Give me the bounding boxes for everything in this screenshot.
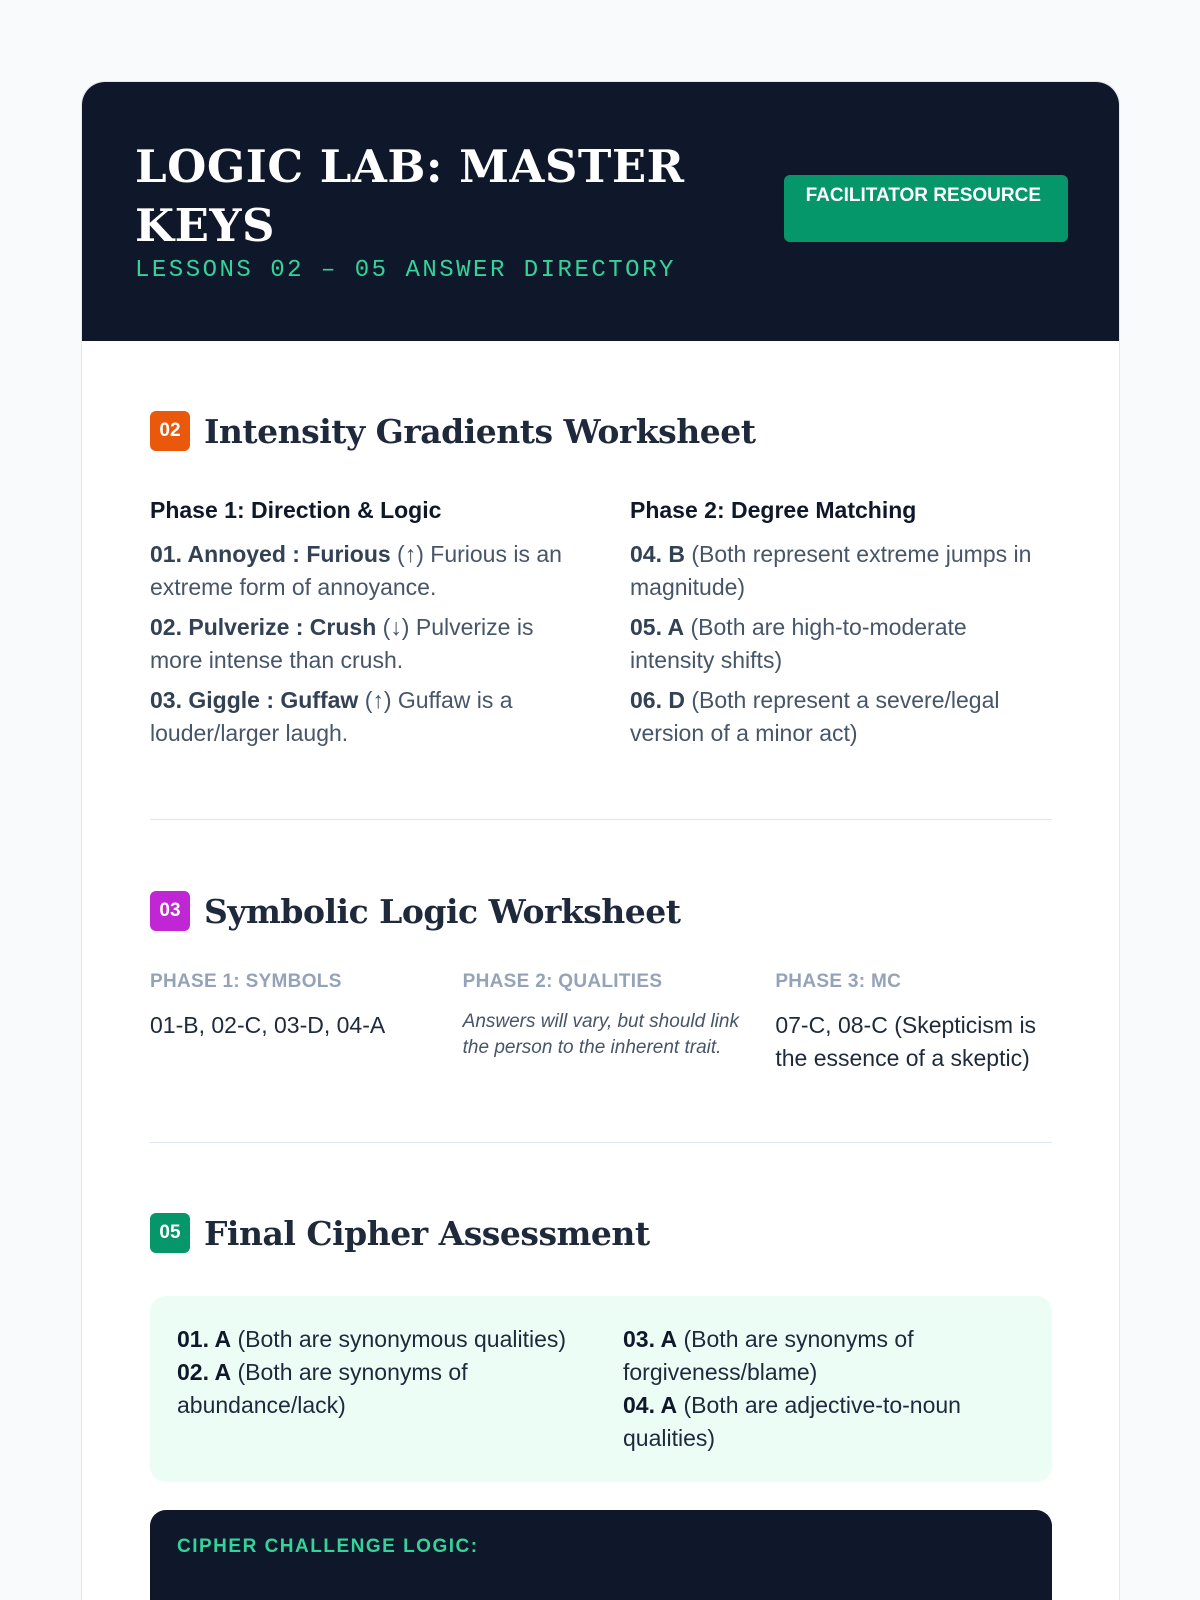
page-subtitle: LESSONS 02 – 05 ANSWER DIRECTORY: [135, 257, 676, 284]
answer-text: (↑) Furious is an extreme form of annoyance.: [150, 541, 562, 600]
section-title: Intensity Gradients Worksheet: [204, 411, 756, 451]
final-answers-box: [150, 1296, 1052, 1482]
phase-3-column: [775, 971, 1052, 1075]
phase-title: PHASE 3: MC: [775, 971, 902, 992]
answer-text: (Both are high-to-moderate intensity shifts): [630, 614, 967, 673]
answer-text: Answers will vary, but should link the person to the inherent trait.: [462, 1011, 739, 1058]
answer-item: [150, 611, 572, 677]
phase-title: Phase 1: Direction & Logic: [150, 497, 442, 523]
cipher-challenge-title: CIPHER CHALLENGE LOGIC:: [177, 1536, 479, 1557]
answer-text: (Both are synonyms of forgiveness/blame): [623, 1326, 914, 1385]
section-05-header: [150, 1213, 1052, 1253]
section-title: Final Cipher Assessment: [204, 1213, 650, 1253]
answer-item: [150, 538, 572, 604]
section-divider: [150, 1142, 1052, 1143]
phase-1-column: [150, 971, 427, 1075]
cipher-challenge-box: [150, 1510, 1052, 1600]
answer-text: 01-B, 02-C, 03-D, 04-A: [150, 1012, 386, 1038]
section-02-body: [150, 497, 1052, 757]
answer-key: 03. Giggle : Guffaw: [150, 687, 359, 713]
header: [82, 82, 1119, 341]
answer-text: (Both are synonymous qualities): [231, 1326, 567, 1352]
content: [82, 411, 1119, 1600]
answer-key: 03. A: [623, 1326, 678, 1352]
answer-key: 01. A: [177, 1326, 232, 1352]
answer-item: [630, 684, 1052, 750]
phase-1-column: [150, 497, 572, 757]
right-answers: [623, 1323, 1025, 1455]
section-03-header: [150, 891, 1052, 931]
answer-item: [623, 1323, 1025, 1389]
section-02-header: [150, 411, 1052, 451]
section-number-badge: 02: [150, 411, 190, 451]
section-number-badge: 05: [150, 1213, 190, 1253]
answer-text: (Both represent extreme jumps in magnitude): [630, 541, 1032, 600]
answer-key: 05. A: [630, 614, 685, 640]
answer-item: [177, 1356, 579, 1422]
answer-item: [623, 1389, 1025, 1455]
section-03-body: [150, 971, 1052, 1075]
answer-text: (↓) Pulverize is more intense than crush.: [150, 614, 534, 673]
phase-2-column: [630, 497, 1052, 757]
phase-title: PHASE 2: QUALITIES: [462, 971, 663, 992]
left-answers: [177, 1323, 579, 1455]
answer-key-card: [81, 81, 1120, 1600]
phase-title: PHASE 1: SYMBOLS: [150, 971, 342, 992]
answer-key: 02. Pulverize : Crush: [150, 614, 377, 640]
answer-key: 02. A: [177, 1359, 232, 1385]
answer-item: [630, 538, 1052, 604]
answer-text: 07-C, 08-C (Skepticism is the essence of a skeptic): [775, 1012, 1037, 1071]
page-title: LOGIC LAB: MASTER KEYS: [135, 140, 685, 252]
answer-key: 04. B: [630, 541, 685, 567]
section-number-badge: 03: [150, 891, 190, 931]
answer-key: 01. Annoyed : Furious: [150, 541, 391, 567]
phase-title: Phase 2: Degree Matching: [630, 497, 917, 523]
answer-key: 04. A: [623, 1392, 678, 1418]
answer-text: (Both represent a severe/legal version of a minor act): [630, 687, 1000, 746]
facilitator-badge: FACILITATOR RESOURCE: [784, 175, 1068, 242]
phase-2-column: [463, 971, 740, 1075]
section-title: Symbolic Logic Worksheet: [204, 891, 681, 931]
answer-text: (↑) Guffaw is a louder/larger laugh.: [150, 687, 513, 746]
section-divider: [150, 819, 1052, 820]
answer-item: [150, 684, 572, 750]
answer-key: 06. D: [630, 687, 685, 713]
answer-text: (Both are adjective-to-noun qualities): [623, 1392, 961, 1451]
answer-item: [630, 611, 1052, 677]
answer-text: (Both are synonyms of abundance/lack): [177, 1359, 468, 1418]
answer-item: [177, 1323, 579, 1356]
